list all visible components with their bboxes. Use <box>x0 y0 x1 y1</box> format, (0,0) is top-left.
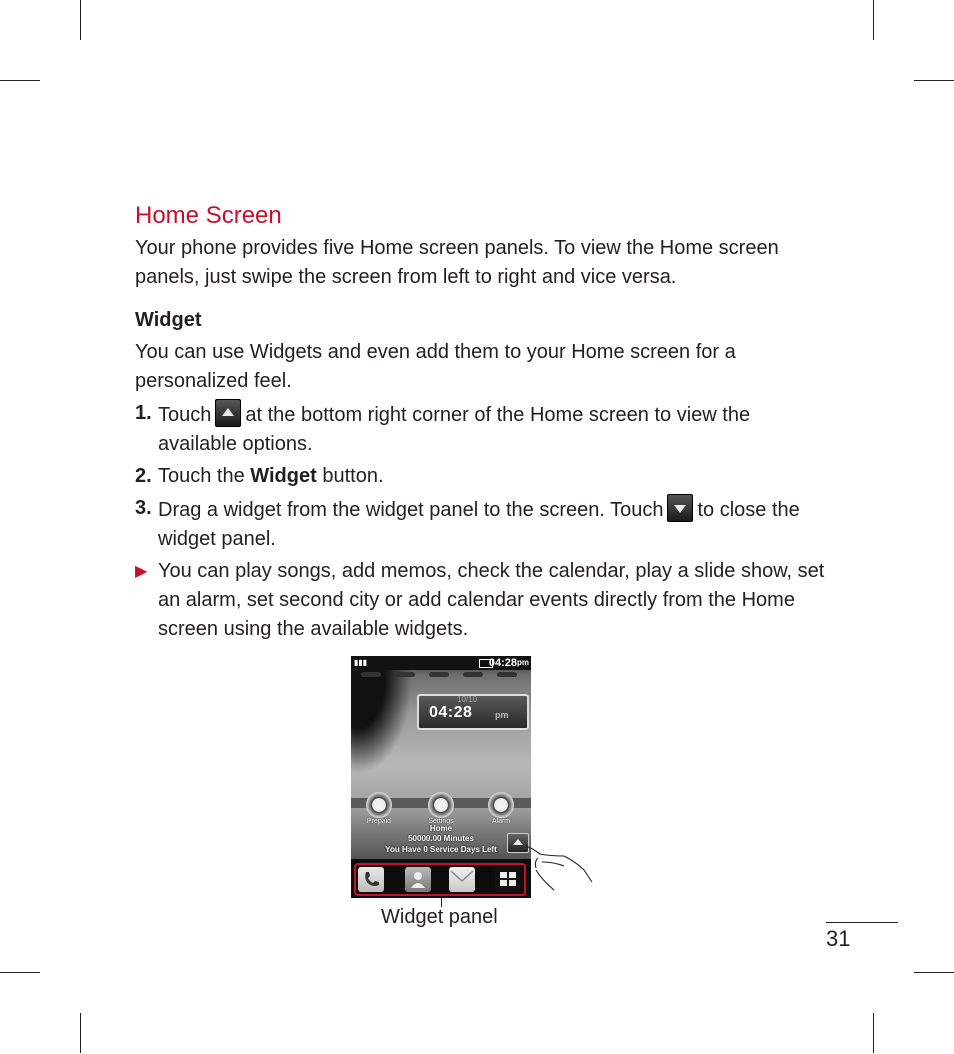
step-3 <box>135 494 825 554</box>
widget-heading: Widget <box>135 309 202 331</box>
section-title: Home Screen <box>135 202 282 229</box>
status-bar <box>351 656 531 670</box>
widget-button-label: Widget <box>250 465 317 487</box>
crop-mark <box>80 0 81 40</box>
clock-ampm: pm <box>495 710 509 720</box>
step-number: 1. <box>135 402 152 424</box>
tip-text: You can play songs, add memos, check the calendar, play a slide show, set an alarm, set second city or add calendar events directly from the Home screen using the available widgets. <box>158 560 825 640</box>
step-text: to close the widget panel. <box>158 499 800 550</box>
home-panel-indicator <box>361 672 521 678</box>
step-text: button. <box>322 465 384 487</box>
tip <box>135 557 825 644</box>
widget-intro: You can use Widgets and even add them to your Home screen for a personalized feel. <box>135 341 736 392</box>
down-arrow-icon <box>667 494 693 522</box>
home-label: Home <box>429 824 453 833</box>
step-number: 2. <box>135 465 152 487</box>
signal-icon: ▮▮▮ <box>354 658 368 667</box>
crop-mark <box>873 0 874 40</box>
step-2 <box>135 462 825 491</box>
page-number: 31 <box>826 926 851 951</box>
app-settings[interactable]: Settings <box>421 792 461 826</box>
app-alarm[interactable]: Alarm <box>481 792 521 826</box>
clock-widget[interactable] <box>417 694 529 730</box>
step-1 <box>135 399 825 459</box>
status-time: $04:28^{pm}$ <box>488 657 529 669</box>
step-text: Touch <box>158 404 212 426</box>
crop-mark <box>873 1013 874 1053</box>
gear-icon <box>428 792 454 818</box>
minutes-text: 50000.00 Minutes <box>408 834 474 843</box>
figure-caption: Widget panel <box>381 906 498 928</box>
crop-mark <box>0 972 40 973</box>
tip-arrow-icon: ▶ <box>135 563 148 580</box>
prepaid-icon <box>366 792 392 818</box>
intro-paragraph: Your phone provides five Home screen panels. To view the Home screen panels, just swipe the screen from left to right and vice versa. <box>135 237 779 288</box>
hand-pointer-icon <box>520 840 600 900</box>
step-number: 3. <box>135 497 152 519</box>
service-text: You Have 0 Service Days Left <box>385 845 497 854</box>
widget-panel <box>351 859 531 898</box>
phone-screenshot <box>351 656 531 898</box>
page-number-rule <box>826 922 898 923</box>
widget-panel-highlight <box>354 863 526 896</box>
crop-mark <box>914 80 954 81</box>
page-content <box>135 200 825 644</box>
crop-mark <box>914 972 954 973</box>
clock-time: 04:28 <box>429 704 473 721</box>
palm-tree-image <box>351 670 421 790</box>
app-prepaid[interactable]: Prepaid <box>359 792 399 826</box>
crop-mark <box>0 80 40 81</box>
step-text: at the bottom right corner of the Home screen to view the available options. <box>158 404 751 455</box>
alarm-clock-icon <box>488 792 514 818</box>
clock-date: 10/10 <box>457 695 478 704</box>
up-arrow-icon <box>215 399 241 427</box>
crop-mark <box>80 1013 81 1053</box>
step-text: Drag a widget from the widget panel to the screen. Touch <box>158 499 664 521</box>
step-text: Touch the <box>158 465 245 487</box>
